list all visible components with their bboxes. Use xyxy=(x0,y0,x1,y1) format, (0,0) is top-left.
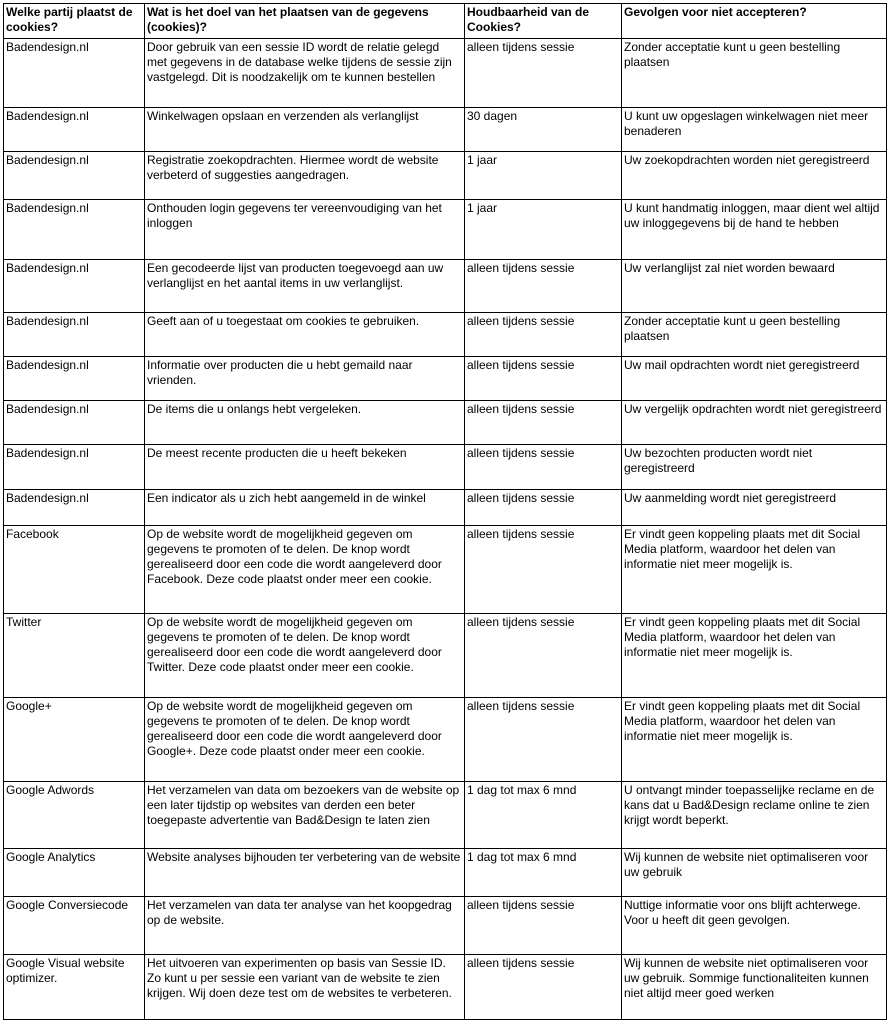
table-row xyxy=(4,39,887,108)
cell-purpose: Het verzamelen van data om bezoekers van de website op een later tijdstip op websites van derden een beter toegepaste advertentie van Bad&Design te laten zien xyxy=(145,782,465,849)
cell-consequence: Uw verlanglijst zal niet worden bewaard xyxy=(622,260,887,313)
table-row xyxy=(4,849,887,897)
table-row xyxy=(4,357,887,401)
cell-duration: alleen tijdens sessie xyxy=(465,490,622,526)
cell-consequence: Uw aanmelding wordt niet geregistreerd xyxy=(622,490,887,526)
cell-purpose: Geeft aan of u toegestaat om cookies te gebruiken. xyxy=(145,313,465,357)
cell-duration: alleen tijdens sessie xyxy=(465,39,622,108)
cell-purpose: Website analyses bijhouden ter verbetering van de website xyxy=(145,849,465,897)
table-row xyxy=(4,897,887,955)
cell-party: Google Conversiecode xyxy=(4,897,145,955)
cell-consequence: Zonder acceptatie kunt u geen bestelling plaatsen xyxy=(622,39,887,108)
cell-purpose: Winkelwagen opslaan en verzenden als verlanglijst xyxy=(145,108,465,152)
cell-duration: alleen tijdens sessie xyxy=(465,955,622,1020)
cell-consequence: Er vindt geen koppeling plaats met dit Social Media platform, waardoor het delen van informatie niet meer mogelijk is. xyxy=(622,526,887,614)
cell-party: Badendesign.nl xyxy=(4,260,145,313)
header-row xyxy=(4,4,887,39)
header-duration: Houdbaarheid van de Cookies? xyxy=(465,4,622,39)
cell-consequence: U ontvangt minder toepasselijke reclame en de kans dat u Bad&Design reclame online te zien krijgt wordt beperkt. xyxy=(622,782,887,849)
cell-duration: alleen tijdens sessie xyxy=(465,260,622,313)
table-row xyxy=(4,782,887,849)
cell-party: Badendesign.nl xyxy=(4,490,145,526)
cell-purpose: Informatie over producten die u hebt gemaild naar vrienden. xyxy=(145,357,465,401)
cookie-table xyxy=(3,3,887,1020)
table-row xyxy=(4,313,887,357)
table-row xyxy=(4,698,887,782)
cell-purpose: Onthouden login gegevens ter vereenvoudiging van het inloggen xyxy=(145,200,465,260)
cell-consequence: Nuttige informatie voor ons blijft achterwege. Voor u heeft dit geen gevolgen. xyxy=(622,897,887,955)
cell-purpose: Een indicator als u zich hebt aangemeld in de winkel xyxy=(145,490,465,526)
cell-party: Google Adwords xyxy=(4,782,145,849)
cell-purpose: Registratie zoekopdrachten. Hiermee wordt de website verbeterd of suggesties aangedragen. xyxy=(145,152,465,200)
cell-purpose: De meest recente producten die u heeft bekeken xyxy=(145,445,465,490)
cell-duration: alleen tijdens sessie xyxy=(465,445,622,490)
cell-party: Badendesign.nl xyxy=(4,200,145,260)
cell-party: Badendesign.nl xyxy=(4,108,145,152)
cell-consequence: U kunt uw opgeslagen winkelwagen niet meer benaderen xyxy=(622,108,887,152)
cell-purpose: Door gebruik van een sessie ID wordt de relatie gelegd met gegevens in de database welke tijdens de sessie zijn vastgelegd. Dit is noodzakelijk om te kunnen bestellen xyxy=(145,39,465,108)
cell-duration: alleen tijdens sessie xyxy=(465,526,622,614)
cell-party: Google Visual website optimizer. xyxy=(4,955,145,1020)
cell-duration: 30 dagen xyxy=(465,108,622,152)
cell-party: Facebook xyxy=(4,526,145,614)
cell-party: Badendesign.nl xyxy=(4,313,145,357)
cell-purpose: Het verzamelen van data ter analyse van het koopgedrag op de website. xyxy=(145,897,465,955)
table-row xyxy=(4,445,887,490)
cell-purpose: Op de website wordt de mogelijkheid gegeven om gegevens te promoten of te delen. De knop wordt gerealiseerd door een code die wordt aangeleverd door Google+. Deze code plaatst onder meer een cookie. xyxy=(145,698,465,782)
table-row xyxy=(4,955,887,1020)
cell-consequence: Wij kunnen de website niet optimaliseren voor uw gebruik xyxy=(622,849,887,897)
table-row xyxy=(4,526,887,614)
cell-duration: alleen tijdens sessie xyxy=(465,401,622,445)
cell-consequence: U kunt handmatig inloggen, maar dient wel altijd uw inloggegevens bij de hand te hebben xyxy=(622,200,887,260)
cell-consequence: Wij kunnen de website niet optimaliseren voor uw gebruik. Sommige functionaliteiten kunnen niet altijd meer goed werken xyxy=(622,955,887,1020)
cell-consequence: Zonder acceptatie kunt u geen bestelling plaatsen xyxy=(622,313,887,357)
table-row xyxy=(4,614,887,698)
cell-duration: 1 jaar xyxy=(465,152,622,200)
cell-purpose: Op de website wordt de mogelijkheid gegeven om gegevens te promoten of te delen. De knop wordt gerealiseerd door een code die wordt aangeleverd door Twitter. Deze code plaatst onder meer een cookie. xyxy=(145,614,465,698)
cell-duration: 1 dag tot max 6 mnd xyxy=(465,849,622,897)
cell-purpose: Op de website wordt de mogelijkheid gegeven om gegevens te promoten of te delen. De knop wordt gerealiseerd door een code die wordt aangeleverd door Facebook. Deze code plaatst onder meer een cookie. xyxy=(145,526,465,614)
cell-duration: 1 jaar xyxy=(465,200,622,260)
table-row xyxy=(4,200,887,260)
cell-duration: 1 dag tot max 6 mnd xyxy=(465,782,622,849)
cell-party: Badendesign.nl xyxy=(4,445,145,490)
cell-consequence: Uw vergelijk opdrachten wordt niet geregistreerd xyxy=(622,401,887,445)
header-consequence: Gevolgen voor niet accepteren? xyxy=(622,4,887,39)
cell-consequence: Uw bezochten producten wordt niet geregistreerd xyxy=(622,445,887,490)
cell-duration: alleen tijdens sessie xyxy=(465,357,622,401)
cell-duration: alleen tijdens sessie xyxy=(465,698,622,782)
table-row xyxy=(4,108,887,152)
cell-party: Badendesign.nl xyxy=(4,152,145,200)
cell-party: Google Analytics xyxy=(4,849,145,897)
cell-purpose: Een gecodeerde lijst van producten toegevoegd aan uw verlanglijst en het aantal items in uw verlanglijst. xyxy=(145,260,465,313)
table-row xyxy=(4,152,887,200)
table-row xyxy=(4,260,887,313)
cell-purpose: Het uitvoeren van experimenten op basis van Sessie ID. Zo kunt u per sessie een variant van de website te zien krijgen. Wij doen deze test om de websites te verbeteren. xyxy=(145,955,465,1020)
header-purpose: Wat is het doel van het plaatsen van de gegevens (cookies)? xyxy=(145,4,465,39)
cell-party: Badendesign.nl xyxy=(4,39,145,108)
cell-purpose: De items die u onlangs hebt vergeleken. xyxy=(145,401,465,445)
cell-consequence: Uw mail opdrachten wordt niet geregistreerd xyxy=(622,357,887,401)
cell-duration: alleen tijdens sessie xyxy=(465,313,622,357)
header-party: Welke partij plaatst de cookies? xyxy=(4,4,145,39)
cell-consequence: Er vindt geen koppeling plaats met dit Social Media platform, waardoor het delen van informatie niet meer mogelijk is. xyxy=(622,698,887,782)
table-row xyxy=(4,490,887,526)
cell-party: Twitter xyxy=(4,614,145,698)
cell-duration: alleen tijdens sessie xyxy=(465,897,622,955)
cell-consequence: Er vindt geen koppeling plaats met dit Social Media platform, waardoor het delen van informatie niet meer mogelijk is. xyxy=(622,614,887,698)
cell-party: Badendesign.nl xyxy=(4,357,145,401)
cell-consequence: Uw zoekopdrachten worden niet geregistreerd xyxy=(622,152,887,200)
table-row xyxy=(4,401,887,445)
cell-party: Badendesign.nl xyxy=(4,401,145,445)
cell-duration: alleen tijdens sessie xyxy=(465,614,622,698)
cell-party: Google+ xyxy=(4,698,145,782)
